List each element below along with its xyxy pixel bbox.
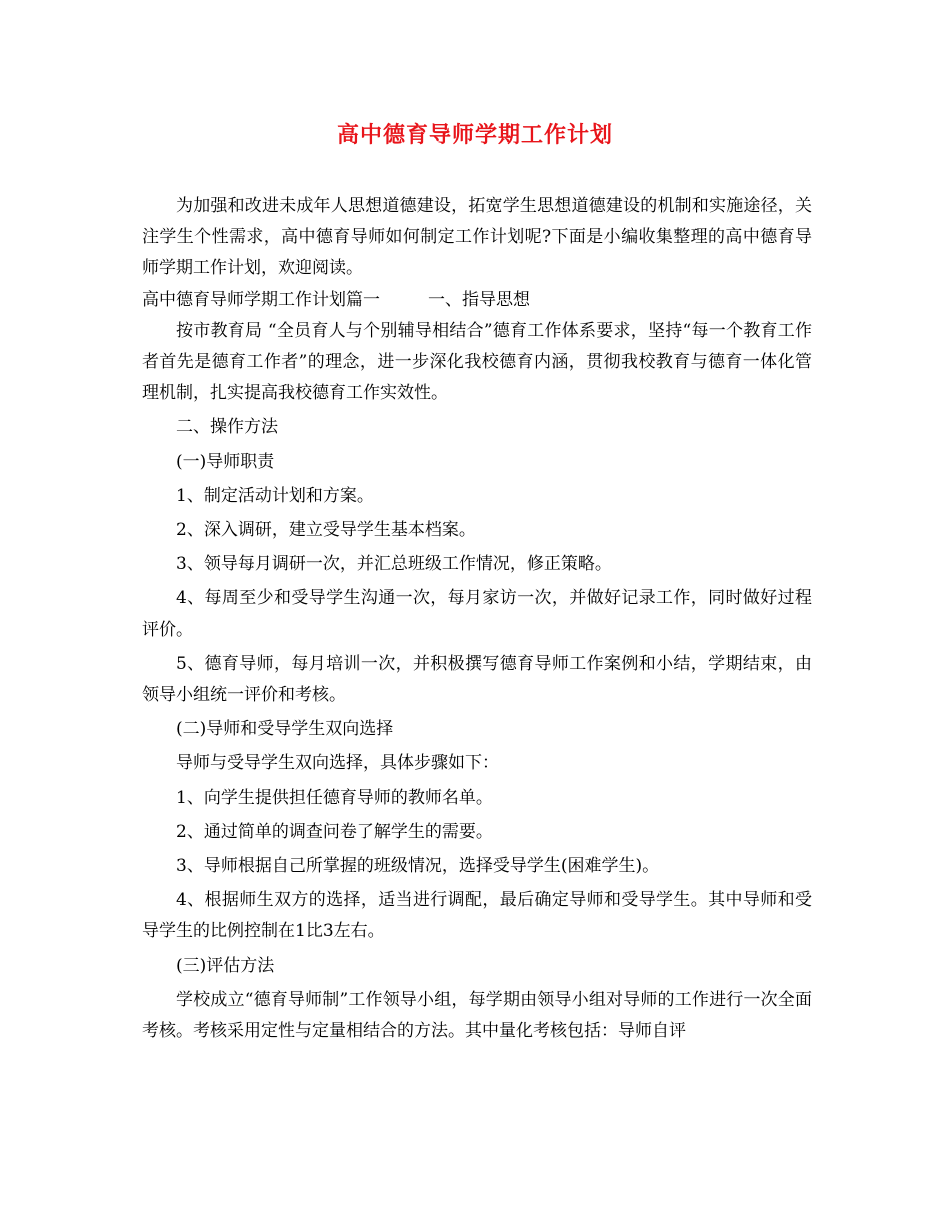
list-item: 3、领导每月调研一次，并汇总班级工作情况，修正策略。 xyxy=(176,554,612,575)
list-item: 3、导师根据自己所掌握的班级情况，选择受导学生(困难学生)。 xyxy=(176,856,660,877)
list-item: 4、每周至少和受导学生沟通一次，每月家访一次，并做好记录工作，同时做好过程评价。 xyxy=(142,588,812,640)
selection-steps-intro: 导师与受导学生双向选择，具体步骤如下： xyxy=(176,753,499,774)
article-heading: 高中德育导师学期工作计划篇一 xyxy=(142,289,380,310)
section-heading-guiding-ideology: 一、指导思想 xyxy=(428,289,530,310)
list-item: 4、根据师生双方的选择，适当进行调配，最后确定导师和受导学生。其中导师和受导学生的比例控制在1比3左右。 xyxy=(142,890,812,942)
document-title: 高中德育导师学期工作计划 xyxy=(336,122,613,148)
section-heading-line xyxy=(142,285,812,316)
subsection-heading-mentor-duties: (一)导师职责 xyxy=(176,451,275,472)
intro-paragraph: 为加强和改进未成年人思想道德建设，拓宽学生思想道德建设的机制和实施途径，关注学生个性需求，高中德育导师如何制定工作计划呢?下面是小编收集整理的高中德育导师学期工作计划，欢迎阅读。 xyxy=(142,196,812,279)
evaluation-paragraph: 学校成立“德育导师制”工作领导小组，每学期由领导小组对导师的工作进行一次全面考核。考核采用定性与定量相结合的方法。其中量化考核包括：导师自评 xyxy=(142,989,812,1042)
list-item: 2、深入调研，建立受导学生基本档案。 xyxy=(176,520,476,541)
section-heading-methods: 二、操作方法 xyxy=(176,417,278,438)
list-item: 5、德育导师，每月培训一次，并积极撰写德育导师工作案例和小结，学期结束，由领导小组统一评价和考核。 xyxy=(142,653,812,706)
subsection-heading-two-way-selection: (二)导师和受导学生双向选择 xyxy=(176,719,394,740)
document-body xyxy=(142,191,812,1047)
guiding-ideology-paragraph: 按市教育局 “全员育人与个别辅导相结合”德育工作体系要求，坚持“每一个教育工作者首先是德育工作者”的理念，进一步深化我校德育内涵，贯彻我校教育与德育一体化管理机制，扎实提高我校德育工作实效性。 xyxy=(142,320,812,404)
list-item: 1、制定活动计划和方案。 xyxy=(176,485,374,506)
list-item: 2、通过简单的调查问卷了解学生的需要。 xyxy=(176,821,493,842)
list-item: 1、向学生提供担任德育导师的教师名单。 xyxy=(176,787,493,808)
subsection-heading-evaluation: (三)评估方法 xyxy=(176,955,275,976)
